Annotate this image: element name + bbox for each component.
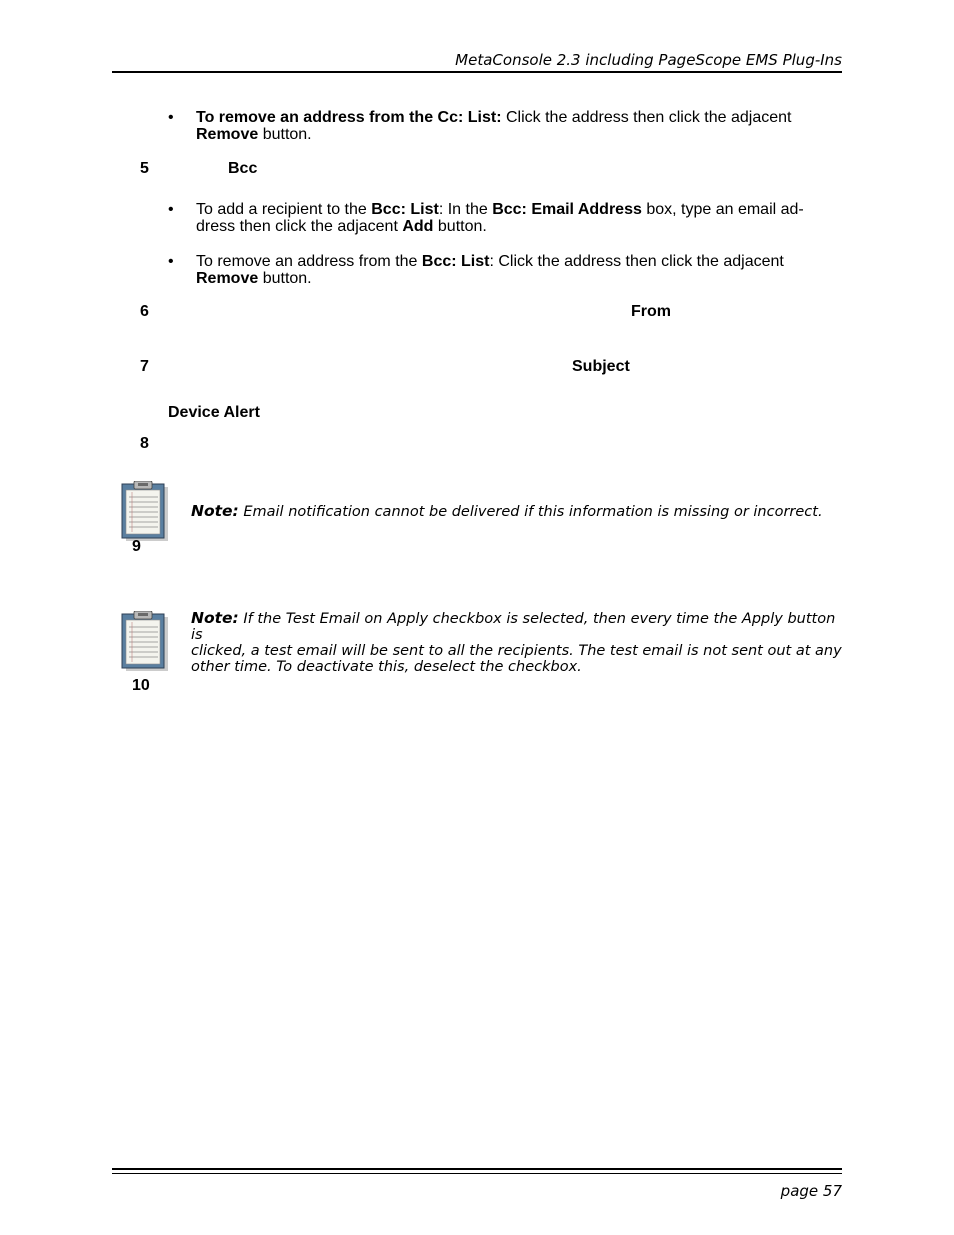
bcc-list-ref: Bcc: List (421, 253, 490, 270)
note-label: Note: (191, 502, 239, 520)
footer-rule-bottom (112, 1173, 842, 1174)
bcc-add-text-4: dress then click the adjacent (196, 218, 403, 235)
step-5-number: 5 (140, 160, 149, 177)
step-10-number: 10 (132, 677, 150, 694)
cc-remove-tail: button. (258, 126, 312, 143)
bcc-add-item (196, 201, 844, 235)
note-text-line-2: clicked, a test email will be sent to all the recipients. The test email is not sent out at any (191, 643, 842, 659)
notepad-icon (120, 611, 168, 671)
step-7-number: 7 (140, 358, 149, 375)
step-6-from-label: From (631, 303, 671, 320)
note-missing-info (191, 503, 823, 520)
step-5-bcc-label: Bcc (228, 160, 258, 177)
bcc-list-ref: Bcc: List (371, 201, 439, 218)
bcc-remove-item (196, 253, 844, 287)
cc-remove-button-ref: Remove (196, 126, 259, 143)
running-header-title: MetaConsole 2.3 including PageScope EMS Plug-Ins (455, 51, 842, 69)
remove-button-ref: Remove (196, 270, 259, 287)
bcc-remove-text-3: button. (258, 270, 312, 287)
bcc-add-text-1: To add a recipient to the (196, 201, 372, 218)
device-alert-label: Device Alert (168, 404, 260, 421)
add-button-ref: Add (402, 218, 434, 235)
note-label: Note: (191, 609, 239, 627)
step-9-number: 9 (132, 538, 141, 555)
note-text: Email notification cannot be delivered if this information is missing or incorrect. (238, 504, 823, 520)
note-text-line-1: If the Test Email on Apply checkbox is selected, then every time the Apply button is (191, 611, 836, 643)
cc-remove-lead: To remove an address from the Cc: List: (196, 109, 502, 126)
bcc-add-text-2: : In the (438, 201, 493, 218)
bcc-remove-text-1: To remove an address from the (196, 253, 422, 270)
bcc-add-text-3: box, type an email ad- (641, 201, 804, 218)
step-8-number: 8 (140, 435, 149, 452)
notepad-icon (120, 481, 168, 541)
header-rule (112, 71, 842, 73)
page-number: page 57 (780, 1182, 842, 1200)
bcc-add-text-5: button. (433, 218, 487, 235)
footer-rule-top (112, 1168, 842, 1170)
cc-remove-text: Click the address then click the adjacent (501, 109, 792, 126)
note-test-email (191, 610, 843, 675)
bullet-glyph: • (168, 253, 174, 270)
cc-remove-item (196, 109, 844, 143)
note-text-line-3: other time. To deactivate this, deselect the checkbox. (191, 659, 582, 675)
bcc-email-address-ref: Bcc: Email Address (492, 201, 642, 218)
bullet-glyph: • (168, 201, 174, 218)
step-6-number: 6 (140, 303, 149, 320)
step-7-subject-label: Subject (572, 358, 630, 375)
bcc-remove-text-2: : Click the address then click the adjacent (489, 253, 784, 270)
bullet-glyph: • (168, 109, 174, 126)
